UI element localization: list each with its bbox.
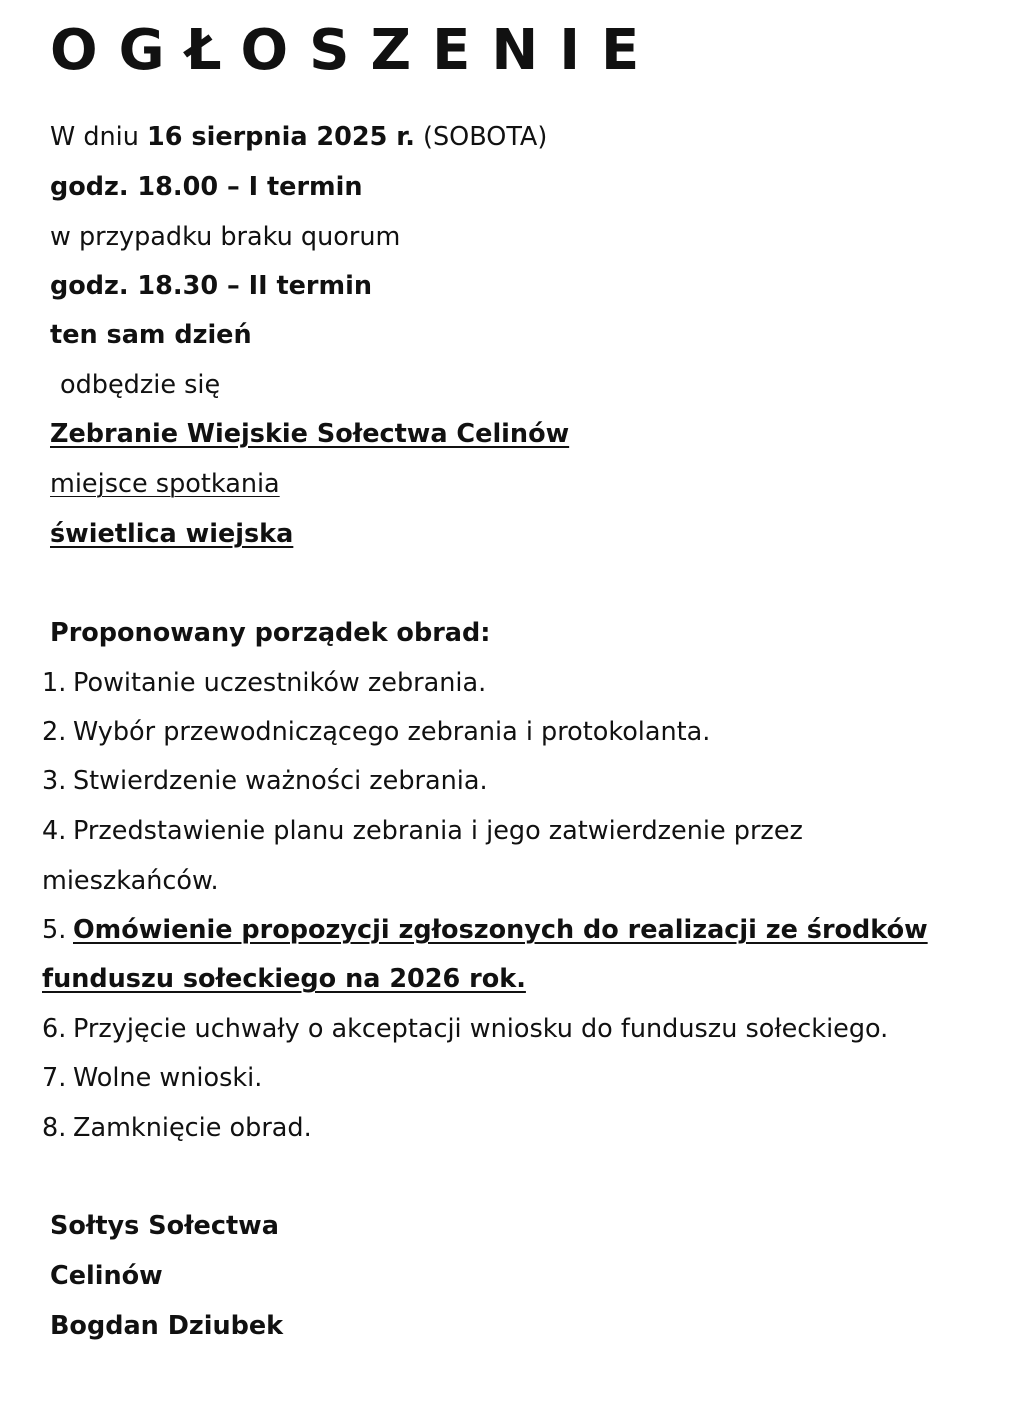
agenda-item-text: Powitanie uczestników zebrania. [73,668,487,698]
agenda-item-number: 1. [42,668,67,698]
agenda-item-number: 4. [42,816,67,846]
agenda-item-text: Przedstawienie planu zebrania i jego zatwierdzenie przez [73,816,803,846]
second-term: godz. 18.30 – II termin [50,271,372,301]
agenda-item-text: Przyjęcie uchwały o akceptacji wniosku do funduszu sołeckiego. [73,1014,889,1044]
first-term: godz. 18.00 – I termin [50,172,363,202]
agenda-item [42,764,488,798]
meeting-name: Zebranie Wiejskie Sołectwa Celinów [50,419,570,449]
meeting-date: 16 sierpnia 2025 r. [147,122,415,152]
quorum-note: w przypadku braku quorum [50,222,401,252]
agenda-item-text: Stwierdzenie ważności zebrania. [73,766,488,796]
agenda-heading: Proponowany porządek obrad: [50,618,491,648]
date-suffix: (SOBOTA) [414,122,548,152]
place-label: miejsce spotkania [50,469,280,499]
agenda-item [42,1111,312,1145]
agenda-item [42,1061,262,1095]
date-prefix: W dniu [50,122,148,152]
will-take-place: odbędzie się [60,370,221,400]
agenda-item [42,814,803,848]
agenda-item-text: Omówienie propozycji zgłoszonych do realizacji ze środków [73,915,928,945]
agenda-item [42,666,486,700]
agenda-item-text: Zamknięcie obrad. [73,1113,312,1143]
agenda-item-number: 5. [42,915,67,945]
agenda-item-number: 7. [42,1063,67,1093]
agenda-item [42,1012,888,1046]
signature-title: Sołtys Sołectwa [50,1211,279,1241]
same-day-note: ten sam dzień [50,320,252,350]
agenda-item-text: Wybór przewodniczącego zebrania i protokolanta. [73,717,711,747]
agenda-item-number: 6. [42,1014,67,1044]
agenda-item-number: 2. [42,717,67,747]
agenda-item-number: 3. [42,766,67,796]
signature-village: Celinów [50,1261,163,1291]
signature-name: Bogdan Dziubek [50,1311,284,1341]
date-line [50,120,547,154]
agenda-item-number: 8. [42,1113,67,1143]
meeting-place: świetlica wiejska [50,519,294,549]
agenda-item-continuation: funduszu sołeckiego na 2026 rok. [42,964,526,994]
agenda-item [42,913,928,947]
agenda-item-continuation: mieszkańców. [42,866,219,896]
agenda-item-text: Wolne wnioski. [73,1063,263,1093]
agenda-item [42,715,710,749]
page-title: OGŁOSZENIE [50,18,661,83]
